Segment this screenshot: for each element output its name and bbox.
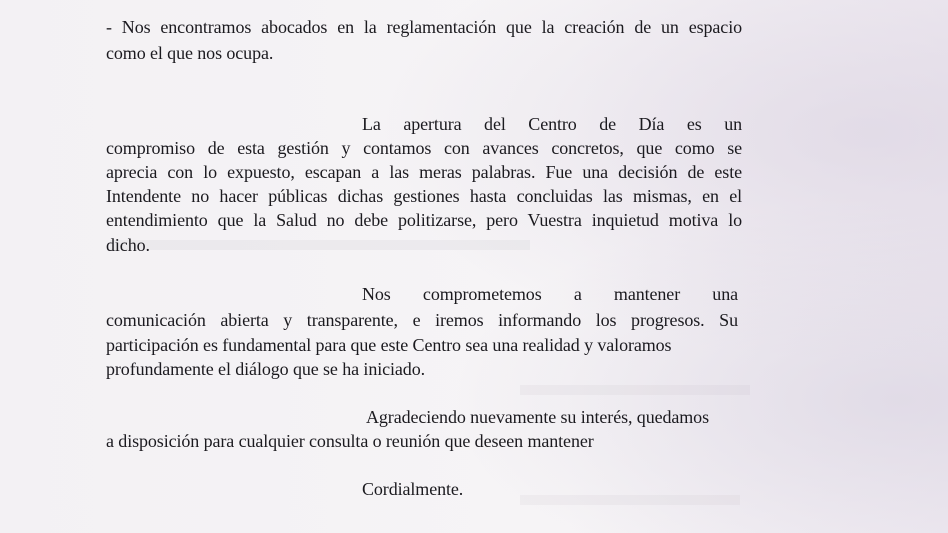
paragraph-3-line-2: comunicación abierta y transparente, e iremos informando los progresos. Su <box>106 310 738 330</box>
paragraph-1-line-1: - Nos encontramos abocados en la reglamentación que la creación de un espacio <box>106 17 742 37</box>
paragraph-4-line-1: Agradeciendo nuevamente su interés, quedamos <box>366 407 709 427</box>
paragraph-4-line-2: a disposición para cualquier consulta o reunión que deseen mantener <box>106 431 594 451</box>
show-through-shadow <box>110 240 530 250</box>
paragraph-3-line-4: profundamente el diálogo que se ha iniciado. <box>106 359 425 379</box>
paragraph-2-line-1: La apertura del Centro de Día es un <box>362 114 742 134</box>
paragraph-2-line-6: dicho. <box>106 235 150 255</box>
paragraph-2-line-3: aprecia con lo expuesto, escapan a las meras palabras. Fue una decisión de este <box>106 162 742 182</box>
paragraph-3-line-3: participación es fundamental para que este Centro sea una realidad y valoramos <box>106 335 672 355</box>
paragraph-2-line-4: Intendente no hacer públicas dichas gestiones hasta concluidas las mismas, en el <box>106 186 742 206</box>
paragraph-2-line-5: entendimiento que la Salud no debe politizarse, pero Vuestra inquietud motiva lo <box>106 210 742 230</box>
closing-salutation: Cordialmente. <box>362 479 464 499</box>
paragraph-1-line-2: como el que nos ocupa. <box>106 43 274 63</box>
paragraph-2-line-2: compromiso de esta gestión y contamos con avances concretos, que como se <box>106 138 742 158</box>
show-through-shadow <box>520 385 750 395</box>
show-through-shadow <box>520 495 740 505</box>
paragraph-3-line-1: Nos comprometemos a mantener una <box>362 284 738 304</box>
